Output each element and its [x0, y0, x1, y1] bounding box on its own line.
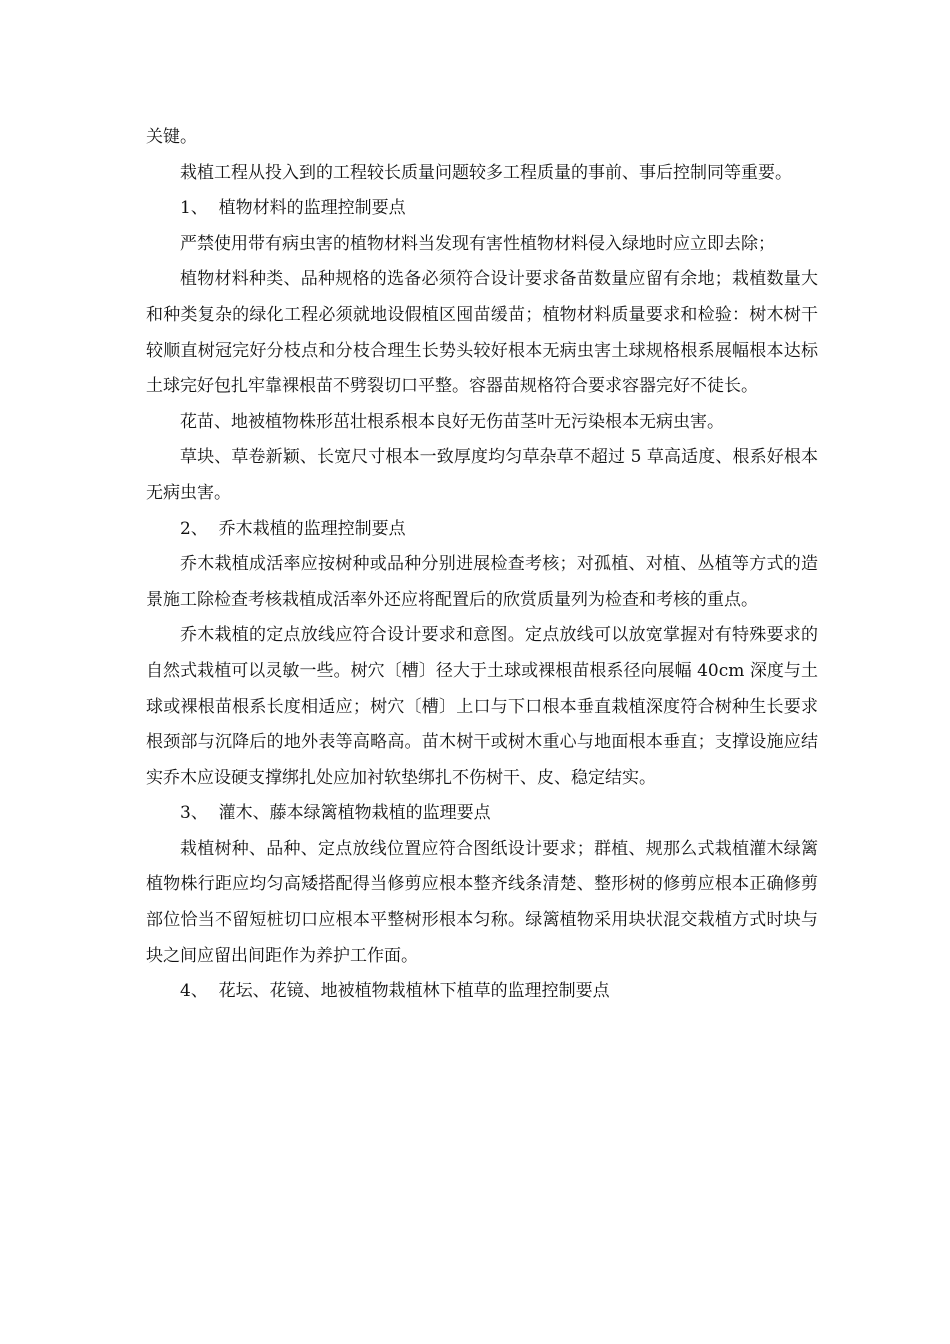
document-body [146, 120, 818, 1010]
section-heading: 2、 乔木栽植的监理控制要点 [180, 518, 406, 539]
paragraph: 花苗、地被植物株形茁壮根系根本良好无伤苗茎叶无污染根本无病虫害。 [180, 411, 724, 432]
paragraph: 栽植工程从投入到的工程较长质量问题较多工程质量的事前、事后控制同等重要。 [180, 162, 792, 183]
paragraph: 植物材料种类、品种规格的选备必须符合设计要求备苗数量应留有余地；栽植数量大和种类复杂的绿化工程必须就地设假植区囤苗缓苗；植物材料质量要求和检验：树木树干较顺直树冠完好分枝点和分枝合理生长势头较好根本无病虫害土球规格根系展幅根本达标土球完好包扎牢靠裸根苗不劈裂切口平整。容器苗规格符合要求容器完好不徒长。 [146, 269, 818, 397]
paragraph: 严禁使用带有病虫害的植物材料当发现有害性植物材料侵入绿地时应立即去除； [180, 233, 775, 254]
section-heading: 1、 植物材料的监理控制要点 [180, 198, 406, 219]
section-heading: 3、 灌木、藤本绿篱植物栽植的监理要点 [180, 803, 491, 824]
paragraph: 乔木栽植成活率应按树种或品种分别进展检查考核；对孤植、对植、丛植等方式的造景施工除检查考核栽植成活率外还应将配置后的欣赏质量列为检查和考核的重点。 [146, 554, 818, 610]
section-heading: 4、 花坛、花镜、地被植物栽植林下植草的监理控制要点 [180, 981, 610, 1002]
paragraph: 关键。 [146, 127, 197, 147]
paragraph: 乔木栽植的定点放线应符合设计要求和意图。定点放线可以放宽掌握对有特殊要求的自然式栽植可以灵敏一些。树穴〔槽〕径大于土球或裸根苗根系径向展幅 40cm 深度与土球或裸根苗根系长度相适应；树穴〔槽〕上口与下口根本垂直栽植深度符合树种生长要求根颈部与沉降后的地外表等高略高。苗木树干或树木重心与地面根本垂直；支撑设施应结实乔木应设硬支撑绑扎处应加衬软垫绑扎不伤树干、皮、稳定结实。 [146, 625, 818, 788]
paragraph: 栽植树种、品种、定点放线位置应符合图纸设计要求；群植、规那么式栽植灌木绿篱植物株行距应均匀高矮搭配得当修剪应根本整齐线条清楚、整形树的修剪应根本正确修剪部位恰当不留短桩切口应根本平整树形根本匀称。绿篱植物采用块状混交栽植方式时块与块之间应留出间距作为养护工作面。 [146, 838, 818, 966]
paragraph: 草块、草卷新颖、长宽尺寸根本一致厚度均匀草杂草不超过 5 草高适度、根系好根本无病虫害。 [146, 447, 818, 503]
